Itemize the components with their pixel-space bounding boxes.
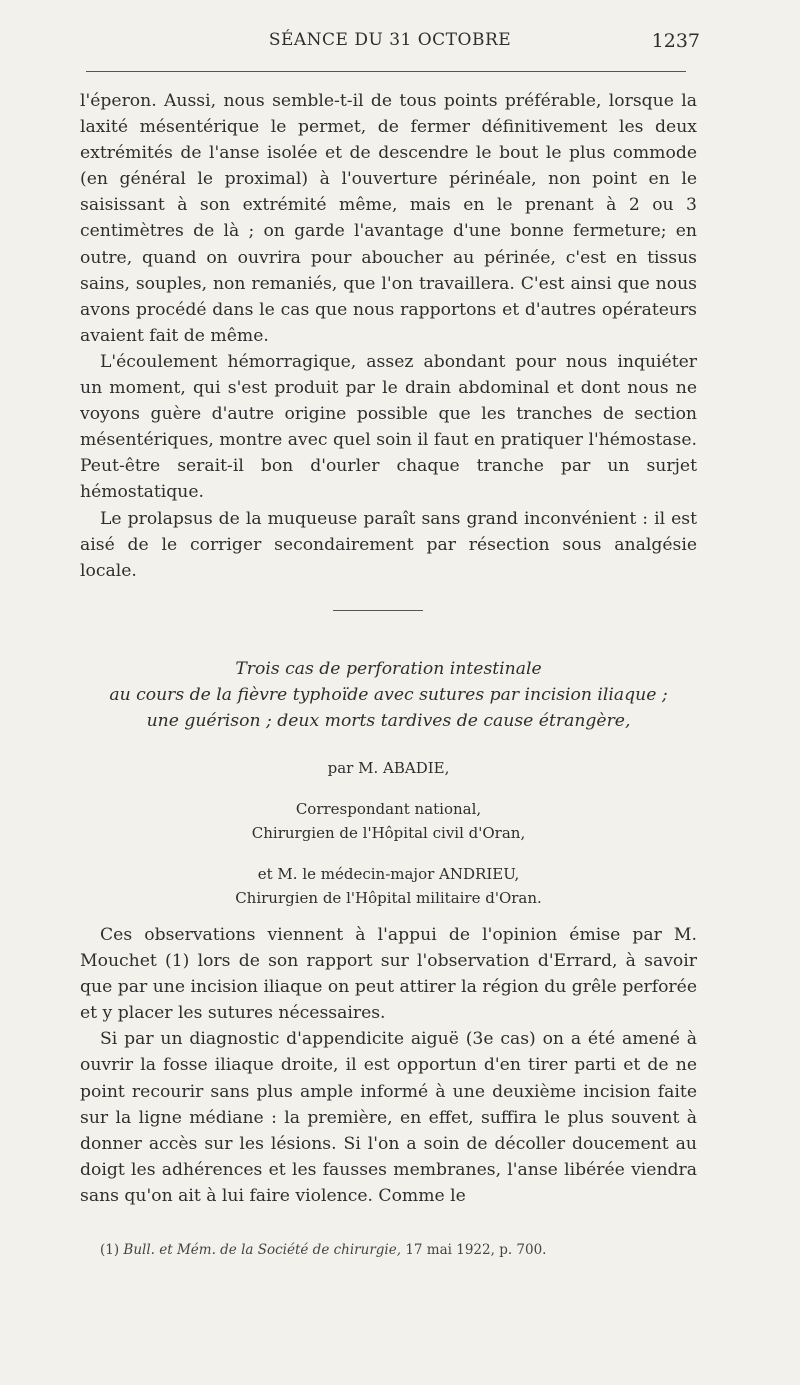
footnote bbox=[100, 1240, 546, 1260]
paragraph: L'écoulement hémorragique, assez abondant pour nous inquiéter un moment, qui s'est produit par le drain abdominal et dont nous ne voyons guère d'autre origine possible que les tranches de section mésentériques, montre avec quel soin il faut en pratiquer l'hémostase. Peut-être serait-il bon d'ourler chaque tranche par un surjet hémostatique. bbox=[80, 351, 697, 503]
paragraph: Si par un diagnostic d'appendicite aiguë (3e cas) on a été amené à ouvrir la fosse iliaque droite, il est opportun d'en tirer parti et de ne point recourir sans plus ample informé à une deuxième incision faite sur la ligne médiane : la première, en effet, suffira le plus souvent à donner accès sur les lésions. Si l'on a soin de décoller doucement au doigt les adhérences et les fausses membranes, l'anse libérée viendra sans qu'on ait à lui faire violence. Comme le bbox=[80, 1029, 697, 1206]
footnote-citation: Bull. et Mém. de la Société de chirurgie, bbox=[123, 1242, 402, 1258]
authors-block bbox=[80, 756, 697, 911]
body-text-top bbox=[80, 88, 697, 584]
body-text-bottom bbox=[80, 922, 697, 1209]
byline: par M. ABADIE, bbox=[327, 759, 450, 777]
article-title bbox=[80, 656, 697, 734]
paragraph: l'éperon. Aussi, nous semble-t-il de tous points préférable, lorsque la laxité mésentérique le permet, de fermer définitivement les deux extrémités de l'anse isolée et de descendre le bout le plus commode (en général le proximal) à l'ouverture périnéale, non point en le saisissant à son extrémité même, mais en le prenant à 2 ou 3 centimètres de là ; on garde l'avantage d'une bonne fermeture; en outre, quand on ouvrira pour aboucher au périnée, c'est en tissus sains, souples, non remaniés, que l'on travaillera. C'est ainsi que nous avons procédé dans le cas que nous rapportons et d'autres opérateurs avaient fait de même. bbox=[80, 91, 697, 346]
article-title-line: au cours de la fièvre typhoïde avec sutures par incision iliaque ; bbox=[109, 685, 668, 705]
running-title: SÉANCE DU 31 OCTOBRE bbox=[268, 30, 512, 50]
article-title-line: Trois cas de perforation intestinale bbox=[235, 659, 542, 679]
article-title-line: une guérison ; deux morts tardives de cause étrangère, bbox=[146, 711, 631, 731]
byline: et M. le médecin-major ANDRIEU, bbox=[257, 864, 520, 883]
paragraph: Le prolapsus de la muqueuse paraît sans grand inconvénient : il est aisé de le corriger secondairement par résection sous analgésie locale. bbox=[80, 508, 697, 581]
page-number: 1237 bbox=[651, 30, 700, 52]
header-rule bbox=[86, 71, 686, 72]
affiliation: Chirurgien de l'Hôpital civil d'Oran, bbox=[251, 824, 526, 842]
footnote-citation-details: 17 mai 1922, p. 700. bbox=[405, 1242, 547, 1258]
affiliation: Correspondant national, bbox=[295, 799, 482, 818]
running-head bbox=[80, 30, 700, 58]
footnote-marker: (1) bbox=[100, 1242, 120, 1258]
paragraph: Ces observations viennent à l'appui de l'opinion émise par M. Mouchet (1) lors de son rapport sur l'observation d'Errard, à savoir que par une incision iliaque on peut attirer la région du grêle perforée et y placer les sutures nécessaires. bbox=[80, 925, 697, 1024]
affiliation: Chirurgien de l'Hôpital militaire d'Oran. bbox=[235, 889, 542, 907]
section-divider bbox=[333, 610, 423, 611]
